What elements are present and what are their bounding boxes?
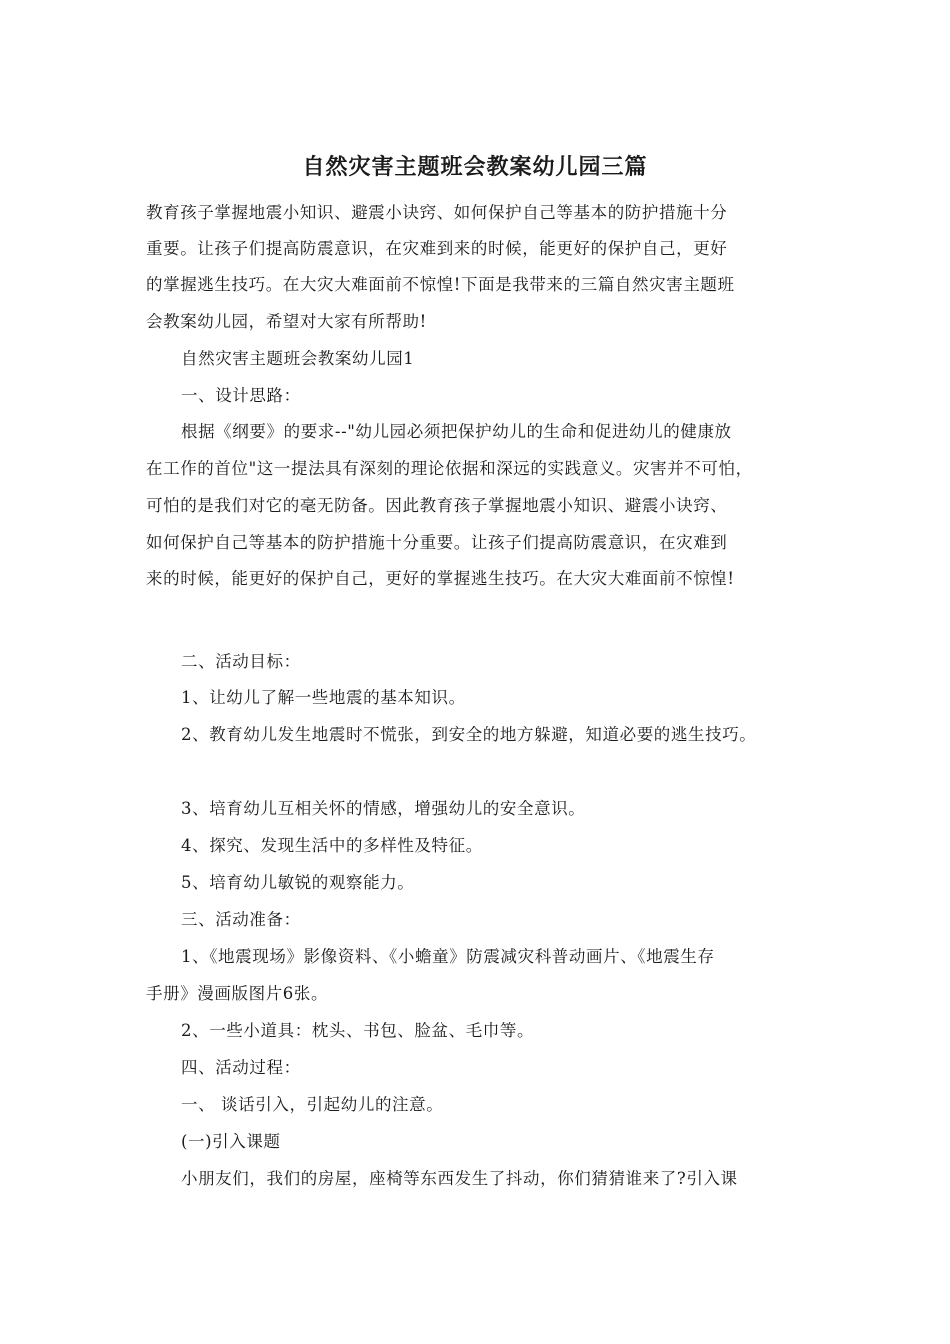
goal-item-3: 3、培育幼儿互相关怀的情感，增强幼儿的安全意识。 xyxy=(181,799,586,818)
process-text-1: 小朋友们，我们的房屋，座椅等东西发生了抖动，你们猜猜谁来了?引入课 xyxy=(181,1169,738,1188)
goal-item-2: 2、教育幼儿发生地震时不慌张，到安全的地方躲避，知道必要的逃生技巧。 xyxy=(181,725,757,744)
section-heading-prep: 三、活动准备： xyxy=(181,910,301,929)
section-heading-process: 四、活动过程： xyxy=(181,1058,301,1077)
intro-line-4: 会教案幼儿园，希望对大家有所帮助! xyxy=(146,312,427,331)
goal-item-5: 5、培育幼儿敏锐的观察能力。 xyxy=(181,873,415,892)
design-line-5: 来的时候，能更好的保护自己，更好的掌握逃生技巧。在大灾大难面前不惊惶! xyxy=(146,569,735,588)
goal-item-4: 4、探究、发现生活中的多样性及特征。 xyxy=(181,836,483,855)
design-line-3: 可怕的是我们对它的毫无防备。因此教育孩子掌握地震小知识、避震小诀窍、 xyxy=(146,496,728,515)
process-substep-1: (一)引入课题 xyxy=(181,1132,281,1151)
intro-line-3: 的掌握逃生技巧。在大灾大难面前不惊惶!下面是我带来的三篇自然灾害主题班 xyxy=(146,275,735,294)
subtitle-plan-1: 自然灾害主题班会教案幼儿园1 xyxy=(181,349,415,368)
intro-line-2: 重要。让孩子们提高防震意识，在灾难到来的时候，能更好的保护自己，更好 xyxy=(146,239,728,258)
document-title: 自然灾害主题班会教案幼儿园三篇 xyxy=(302,155,648,180)
goal-item-1: 1、让幼儿了解一些地震的基本知识。 xyxy=(181,688,466,707)
design-line-1: 根据《纲要》的要求--"幼儿园必须把保护幼儿的生命和促进幼儿的健康放 xyxy=(181,422,732,441)
section-heading-design: 一、设计思路： xyxy=(181,386,301,405)
intro-line-1: 教育孩子掌握地震小知识、避震小诀窍、如何保护自己等基本的防护措施十分 xyxy=(146,203,728,222)
section-heading-goals: 二、活动目标： xyxy=(181,652,301,671)
prep-item-1-cont: 手册》漫画版图片6张。 xyxy=(146,984,329,1003)
design-line-2: 在工作的首位"这一提法具有深刻的理论依据和深远的实践意义。灾害并不可怕， xyxy=(146,459,753,478)
prep-item-1: 1、《地震现场》影像资料、《小蟾童》防震减灾科普动画片、《地震生存 xyxy=(181,947,715,966)
prep-item-2: 2、一些小道具：枕头、书包、脸盆、毛巾等。 xyxy=(181,1021,535,1040)
design-line-4: 如何保护自己等基本的防护措施十分重要。让孩子们提高防震意识，在灾难到 xyxy=(146,533,728,552)
process-step-1: 一、 谈话引入，引起幼儿的注意。 xyxy=(181,1095,444,1114)
